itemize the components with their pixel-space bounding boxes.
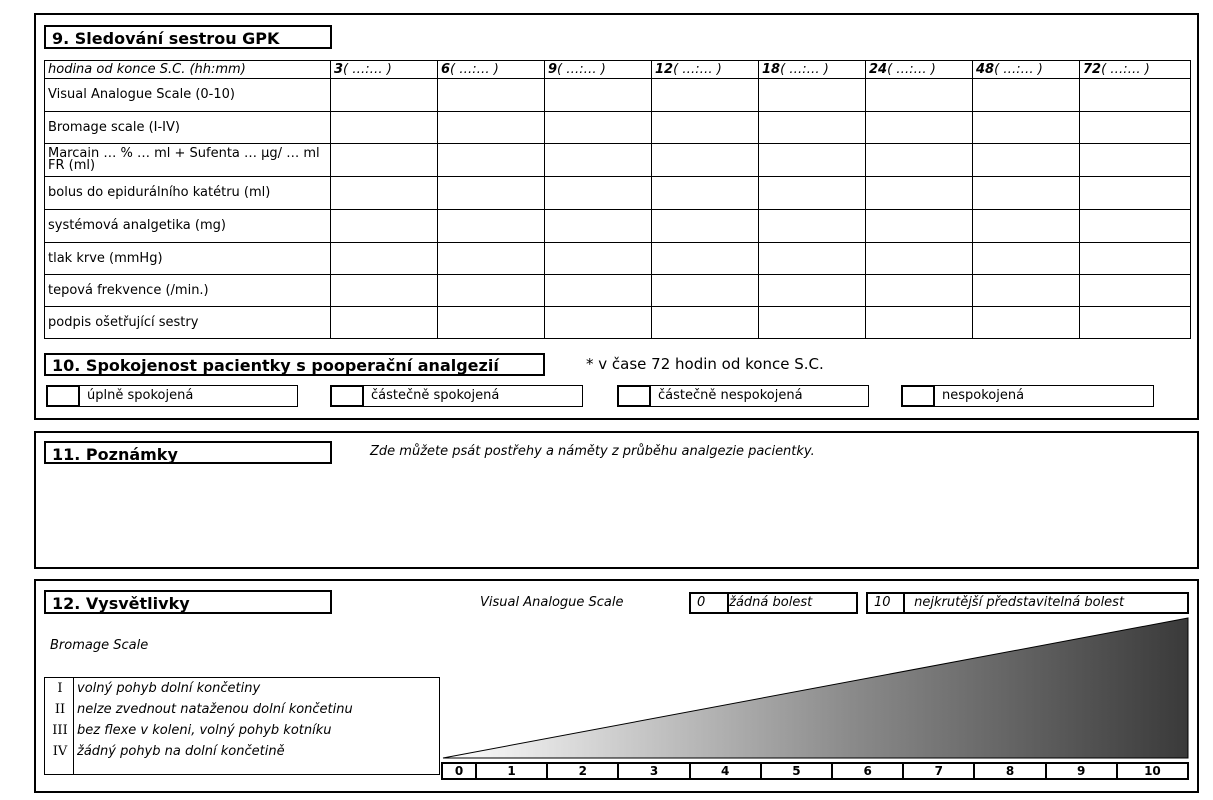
time-point-header <box>973 61 1080 79</box>
row-label: tepová frekvence (/min.) <box>45 275 331 307</box>
entry-cell[interactable] <box>652 243 759 275</box>
entry-cell[interactable] <box>866 243 973 275</box>
checkbox[interactable] <box>46 385 80 407</box>
entry-cell[interactable] <box>1080 275 1191 307</box>
entry-cell[interactable] <box>438 112 545 144</box>
header-label: hodina od konce S.C. (hh:mm) <box>45 61 331 79</box>
bromage-row: IV žádný pohyb na dolní končetině <box>52 744 285 759</box>
time-point-time: ( …:… ) <box>673 62 722 77</box>
entry-cell[interactable] <box>652 177 759 210</box>
vas-min-divider <box>727 592 729 614</box>
vas-gradient-wedge <box>441 616 1190 761</box>
monitoring-table <box>44 60 1191 339</box>
entry-cell[interactable] <box>438 144 545 177</box>
entry-cell[interactable] <box>759 177 866 210</box>
entry-cell[interactable] <box>866 307 973 339</box>
entry-cell[interactable] <box>759 307 866 339</box>
time-point-hour: 18 <box>762 62 781 77</box>
table-row <box>45 210 1191 243</box>
time-point-hour: 72 <box>1083 62 1102 77</box>
scale-number: 6 <box>833 764 904 778</box>
entry-cell[interactable] <box>545 243 652 275</box>
entry-cell[interactable] <box>1080 79 1191 112</box>
entry-cell[interactable] <box>545 144 652 177</box>
entry-cell[interactable] <box>973 243 1080 275</box>
scale-number: 4 <box>691 764 762 778</box>
entry-cell[interactable] <box>652 112 759 144</box>
row-label: Marcain … % … ml + Sufenta … μg/ … ml FR (ml) <box>45 144 331 177</box>
row-label: bolus do epidurálního katétru (ml) <box>45 177 331 210</box>
time-point-time: ( …:… ) <box>450 62 499 77</box>
section-11-title: 11. Poznámky <box>44 441 332 464</box>
entry-cell[interactable] <box>545 79 652 112</box>
time-point-hour: 9 <box>548 62 558 77</box>
notes-area[interactable] <box>44 470 1190 562</box>
scale-number: 10 <box>1144 764 1161 778</box>
entry-cell[interactable] <box>973 79 1080 112</box>
entry-cell[interactable] <box>652 210 759 243</box>
entry-cell[interactable] <box>545 275 652 307</box>
entry-cell[interactable] <box>652 144 759 177</box>
time-point-hour: 6 <box>441 62 451 77</box>
entry-cell[interactable] <box>759 112 866 144</box>
time-point-header <box>759 61 866 79</box>
bromage-row: II nelze zvednout nataženou dolní končetinu <box>54 702 353 717</box>
entry-cell[interactable] <box>1080 177 1191 210</box>
section-10-note: * v čase 72 hodin od konce S.C. <box>586 355 824 373</box>
checkbox[interactable] <box>901 385 935 407</box>
entry-cell[interactable] <box>1080 144 1191 177</box>
row-label: Visual Analogue Scale (0-10) <box>45 79 331 112</box>
entry-cell[interactable] <box>545 307 652 339</box>
vas-min-value: 0 <box>697 595 706 610</box>
table-row <box>45 307 1191 339</box>
entry-cell[interactable] <box>973 177 1080 210</box>
scale-number: 9 <box>1047 764 1118 778</box>
entry-cell[interactable] <box>866 79 973 112</box>
table-row <box>45 275 1191 307</box>
scale-number: 8 <box>975 764 1046 778</box>
entry-cell[interactable] <box>438 243 545 275</box>
table-row <box>45 112 1191 144</box>
table-row <box>45 177 1191 210</box>
entry-cell[interactable] <box>866 112 973 144</box>
time-point-hour: 3 <box>334 62 344 77</box>
time-point-hour: 24 <box>869 62 888 77</box>
entry-cell[interactable] <box>759 210 866 243</box>
vas-max-value: 10 <box>874 595 891 610</box>
entry-cell[interactable] <box>331 307 438 339</box>
entry-cell[interactable] <box>1080 243 1191 275</box>
scale-number: 5 <box>762 764 833 778</box>
vas-label: Visual Analogue Scale <box>480 595 624 610</box>
table-header-row <box>45 61 1191 79</box>
vas-min-box <box>689 592 858 614</box>
entry-cell[interactable] <box>1080 112 1191 144</box>
time-point-header <box>545 61 652 79</box>
time-point-time: ( …:… ) <box>887 62 936 77</box>
entry-cell[interactable] <box>331 79 438 112</box>
scale-number: 0 <box>443 764 477 778</box>
bromage-label: Bromage Scale <box>50 638 149 653</box>
entry-cell[interactable] <box>438 79 545 112</box>
entry-cell[interactable] <box>973 275 1080 307</box>
vas-number-scale <box>441 762 1189 780</box>
entry-cell[interactable] <box>866 275 973 307</box>
scale-number: 1 <box>477 764 548 778</box>
scale-number: 3 <box>619 764 690 778</box>
satisfaction-option-partly-unsatisfied[interactable]: částečně nespokojená <box>617 385 869 407</box>
row-label: Bromage scale (I-IV) <box>45 112 331 144</box>
time-point-header <box>866 61 973 79</box>
section-9-title: 9. Sledování sestrou GPK <box>44 25 332 49</box>
entry-cell[interactable] <box>973 307 1080 339</box>
time-point-hour: 48 <box>976 62 995 77</box>
entry-cell[interactable] <box>331 210 438 243</box>
entry-cell[interactable] <box>652 79 759 112</box>
bromage-row: I volný pohyb dolní končetiny <box>57 681 261 696</box>
checkbox[interactable] <box>617 385 651 407</box>
entry-cell[interactable] <box>973 144 1080 177</box>
entry-cell[interactable] <box>759 79 866 112</box>
entry-cell[interactable] <box>331 275 438 307</box>
vas-max-box <box>866 592 1189 614</box>
section-10-title: 10. Spokojenost pacientky s pooperační analgezií <box>44 353 545 376</box>
time-point-time: ( …:… ) <box>343 62 392 77</box>
entry-cell[interactable] <box>545 112 652 144</box>
bromage-row: III bez flexe v koleni, volný pohyb kotníku <box>52 723 332 738</box>
entry-cell[interactable] <box>759 243 866 275</box>
entry-cell[interactable] <box>1080 210 1191 243</box>
time-point-time: ( …:… ) <box>994 62 1043 77</box>
entry-cell[interactable] <box>973 112 1080 144</box>
entry-cell[interactable] <box>545 210 652 243</box>
entry-cell[interactable] <box>438 210 545 243</box>
time-point-header <box>652 61 759 79</box>
row-label: tlak krve (mmHg) <box>45 243 331 275</box>
vas-max-text: nejkrutější představitelná bolest <box>914 595 1125 610</box>
entry-cell[interactable] <box>331 144 438 177</box>
entry-cell[interactable] <box>866 144 973 177</box>
satisfaction-option-full[interactable]: úplně spokojená <box>46 385 298 407</box>
row-label: podpis ošetřující sestry <box>45 307 331 339</box>
table-row <box>45 79 1191 112</box>
entry-cell[interactable] <box>438 177 545 210</box>
entry-cell[interactable] <box>652 307 759 339</box>
entry-cell[interactable] <box>331 177 438 210</box>
entry-cell[interactable] <box>866 177 973 210</box>
entry-cell[interactable] <box>331 243 438 275</box>
entry-cell[interactable] <box>759 144 866 177</box>
vas-min-text: žádná bolest <box>729 595 813 610</box>
time-point-header <box>438 61 545 79</box>
table-row <box>45 243 1191 275</box>
vas-max-divider <box>903 592 905 614</box>
bromage-legend <box>44 677 440 775</box>
time-point-hour: 12 <box>655 62 674 77</box>
time-point-time: ( …:… ) <box>557 62 606 77</box>
scale-number: 7 <box>904 764 975 778</box>
entry-cell[interactable] <box>438 307 545 339</box>
row-label: systémová analgetika (mg) <box>45 210 331 243</box>
entry-cell[interactable] <box>652 275 759 307</box>
entry-cell[interactable] <box>973 210 1080 243</box>
time-point-time: ( …:… ) <box>780 62 829 77</box>
entry-cell[interactable] <box>545 177 652 210</box>
entry-cell[interactable] <box>1080 307 1191 339</box>
satisfaction-option-partial[interactable]: částečně spokojená <box>330 385 583 407</box>
section-12-title: 12. Vysvětlivky <box>44 590 332 614</box>
entry-cell[interactable] <box>759 275 866 307</box>
time-point-time: ( …:… ) <box>1101 62 1150 77</box>
table-row <box>45 144 1191 177</box>
time-point-header <box>331 61 438 79</box>
entry-cell[interactable] <box>331 112 438 144</box>
notes-hint: Zde můžete psát postřehy a náměty z průběhu analgezie pacientky. <box>370 444 815 459</box>
time-point-header <box>1080 61 1191 79</box>
checkbox[interactable] <box>330 385 364 407</box>
satisfaction-option-unsatisfied[interactable]: nespokojená <box>901 385 1154 407</box>
entry-cell[interactable] <box>438 275 545 307</box>
scale-number: 2 <box>548 764 619 778</box>
entry-cell[interactable] <box>866 210 973 243</box>
